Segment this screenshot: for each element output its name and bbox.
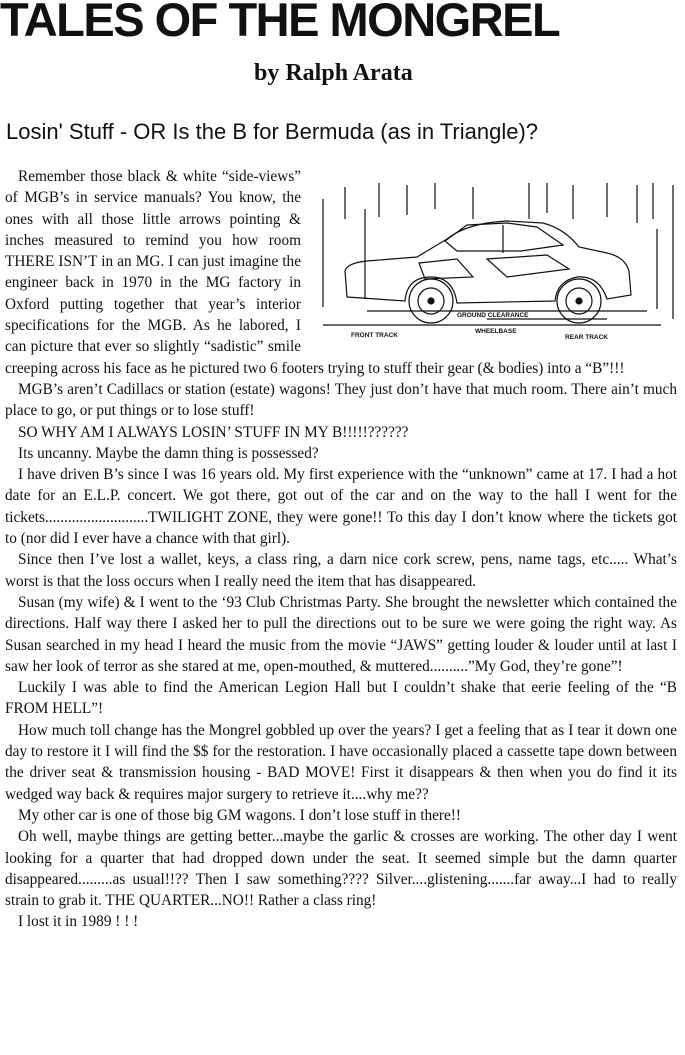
article-paragraph: Remember those black & white “side-views” of MGB’s in service manuals? You know, the ones with all those little arrows pointing & inches measured to remind you how room THERE ISN’T in an MG. I can just imagine the engineer back in 1970 in the MG factory in Oxford putting together that year’s interior specifications for the MGB. As he labored, I can picture that ever so slightly “sadistic” smile creeping across his face as he pictured two 6 footers trying to stuff their gear (& bodies) into a “B”!!! (5, 168, 625, 377)
magazine-column-title: TALES OF THE MONGREL (0, 0, 560, 46)
rear-track-label: REAR TRACK (565, 334, 608, 341)
article-paragraph: My other car is one of those big GM wagons. I don’t lose stuff in there!! (18, 806, 461, 824)
article-paragraph: I lost it in 1989 ! ! ! (18, 913, 139, 931)
mgb-side-view-diagram (307, 179, 679, 345)
article-paragraph: SO WHY AM I ALWAYS LOSIN’ STUFF IN MY B!!!!!?????? (18, 423, 409, 441)
front-track-label: FRONT TRACK (351, 332, 398, 339)
article-paragraph: MGB’s aren’t Cadillacs or station (estate) wagons! They just don’t have that much room. There ain’t much place to go, or put things or to lose stuff! (5, 380, 677, 420)
article-paragraph: Luckily I was able to find the American Legion Hall but I couldn’t shake that eerie feeling of the “B FROM HELL”! (5, 679, 677, 718)
ground-clearance-label: GROUND CLEARANCE (457, 312, 529, 319)
article-paragraph: I have driven B’s since I was 16 years old. My first experience with the “unknown” came at 17. I had a hot date for an E.L.P. concert. We got there, got out of the car and on the way to the hall I went for the tickets...........................TWILIGHT ZONE, they were gone!! To this day I don’t know where the tickets got to (nor did I ever have a chance with that girl). (5, 466, 677, 548)
wheelbase-label: WHEELBASE (475, 328, 517, 335)
author-byline: by Ralph Arata (254, 60, 413, 86)
article-paragraph: Its uncanny. Maybe the damn thing is possessed? (18, 444, 319, 462)
article-body (5, 166, 677, 933)
article-paragraph: Oh well, maybe things are getting better...maybe the garlic & crosses are working. The other day I went looking for a quarter that had dropped down under the seat. It seemed simple but the damn quarter disappeared.........as usual!!?? Then I saw something???? Silver....glistening.......far away...I had to really strain to grab it. THE QUARTER...NO!! Rather a class ring! (5, 828, 677, 910)
article-subtitle: Losin' Stuff - OR Is the B for Bermuda (as in Triangle)? (6, 119, 539, 144)
article-paragraph: Susan (my wife) & I went to the ‘93 Club Christmas Party. She brought the newsletter which contained the directions. Half way there I asked her to pull the directions out to be sure we were going the right way. As Susan searched in my head I heard the music from the movie “JAWS” getting louder & louder until at last I saw her look of terror as she stared at me, open-mouthed, & muttered..........”My God, they’re gone”! (5, 593, 677, 675)
article-paragraph: Since then I’ve lost a wallet, keys, a class ring, a darn nice cork screw, pens, name tags, etc..... What’s worst is that the loss occurs when I really need the item that has disappeared. (5, 551, 677, 590)
mgb-side-view-figure (307, 179, 679, 345)
article-paragraph: How much toll change has the Mongrel gobbled up over the years? I get a feeling that as I tear it down one day to restore it I will find the $$ for the restoration. I have occasionally placed a cassette tape down between the driver seat & transmission housing - BAD MOVE! First it disappears & then when you do find it its wedged way back & requires major surgery to retrieve it....why me?? (5, 721, 677, 803)
